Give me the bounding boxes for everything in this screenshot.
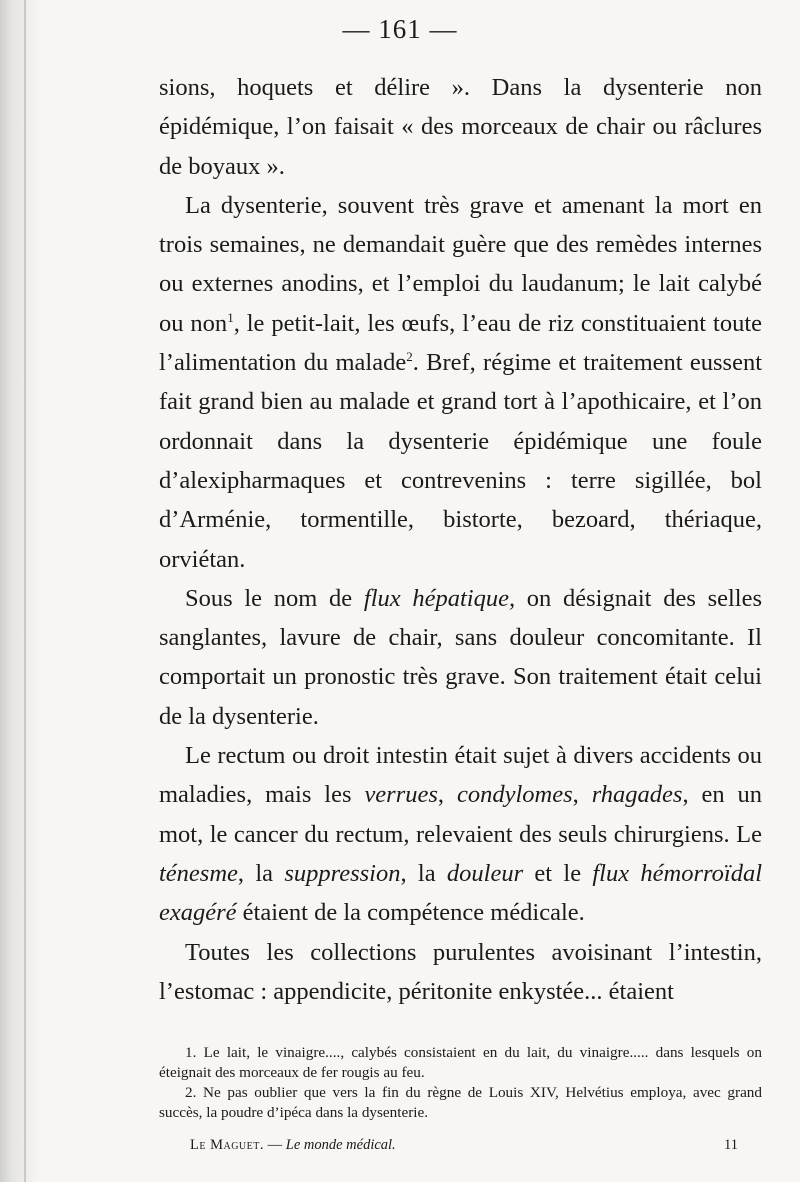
- footnote-ref-1: 1: [227, 309, 234, 325]
- italic-term: condylomes: [456, 781, 573, 809]
- paragraph-rectum: [159, 736, 762, 932]
- signature-mark: 11: [724, 1137, 738, 1153]
- paragraph-continued: [159, 68, 762, 186]
- text-run: Toutes les collections purulentes avoisinant l’intestin, l’estomac : appendicite, péritonite enkystée... étaient: [159, 938, 762, 1005]
- text-run: , la: [237, 859, 285, 887]
- running-footer: [190, 1137, 396, 1154]
- italic-term: rhagades: [591, 781, 683, 809]
- text-run: . Bref, régime et traitement eussent fait grand bien au malade et grand tort à l’apothicaire, et l’on ordonnait dans la dysenterie épidémique une foule d’alexipharmaques et contrevenins : terre sigillée, bol d’Arménie, tormentille, bistorte, bezoard, thériaque, orviétan.: [159, 349, 762, 573]
- footnotes: [159, 1043, 762, 1123]
- page-number-header: — 161 —: [342, 14, 458, 44]
- text-run: sions, hoquets et délire ». Dans la dysenterie non épidémique, l’on faisait « des morceaux de chair ou râclures de boyaux ».: [159, 74, 762, 180]
- italic-term: suppression: [284, 859, 401, 887]
- text-run: et le: [523, 859, 593, 887]
- footnote-2: 2. Ne pas oublier que vers la fin du règne de Louis XIV, Helvétius employa, avec grand succès, la poudre d’ipéca dans la dysenterie.: [159, 1084, 762, 1121]
- footnote-ref-2: 2: [406, 349, 413, 365]
- paragraph-dysenterie: [159, 186, 762, 579]
- text-run: étaient de la compétence médicale.: [236, 899, 585, 927]
- footnote-1: 1. Le lait, le vinaigre...., calybés consistaient en du lait, du vinaigre..... dans lesquels on éteignait des morceaux de fer rougis au feu.: [159, 1044, 762, 1081]
- italic-term: verrues: [364, 781, 438, 809]
- text-run: , en un mot, le cancer du rectum, relevaient des seuls chirurgiens. Le: [159, 781, 763, 848]
- footer-author: Le Maguet.: [190, 1137, 264, 1153]
- paragraph-flux-hepatique: [159, 579, 762, 736]
- text-run: ,: [437, 781, 457, 809]
- footer-separator: —: [264, 1137, 286, 1153]
- italic-term: flux hépatique,: [363, 584, 516, 612]
- text-run: Le rectum ou droit intestin était sujet à divers accidents ou maladies, mais les: [159, 742, 762, 809]
- text-run: , le petit-lait, les œufs, l’eau de riz constituaient toute l’alimentation du malade: [159, 309, 763, 377]
- footer-title: Le monde médical.: [285, 1137, 396, 1153]
- italic-term: flux hémorroïdal exagéré: [159, 859, 762, 927]
- paragraph-collections: [159, 933, 762, 1012]
- italic-term: ténesme: [159, 859, 238, 887]
- text-run: ,: [572, 781, 592, 809]
- text-run: Sous le nom de: [185, 584, 364, 612]
- text-run: La dysenterie, souvent très grave et amenant la mort en trois semaines, ne demandait guère que des remèdes internes ou externes anodins, et l’emploi du laudanum; le lait calybé ou non: [159, 191, 762, 337]
- text-run: on désignait des selles sanglantes, lavure de chair, sans douleur concomitante. Il comportait un pronostic très grave. Son traitement était celui de la dysenterie.: [159, 584, 762, 730]
- page-binding-edge: [0, 0, 40, 1182]
- text-run: , la: [400, 859, 447, 887]
- body-text: [159, 68, 762, 1011]
- italic-term: douleur: [446, 859, 524, 887]
